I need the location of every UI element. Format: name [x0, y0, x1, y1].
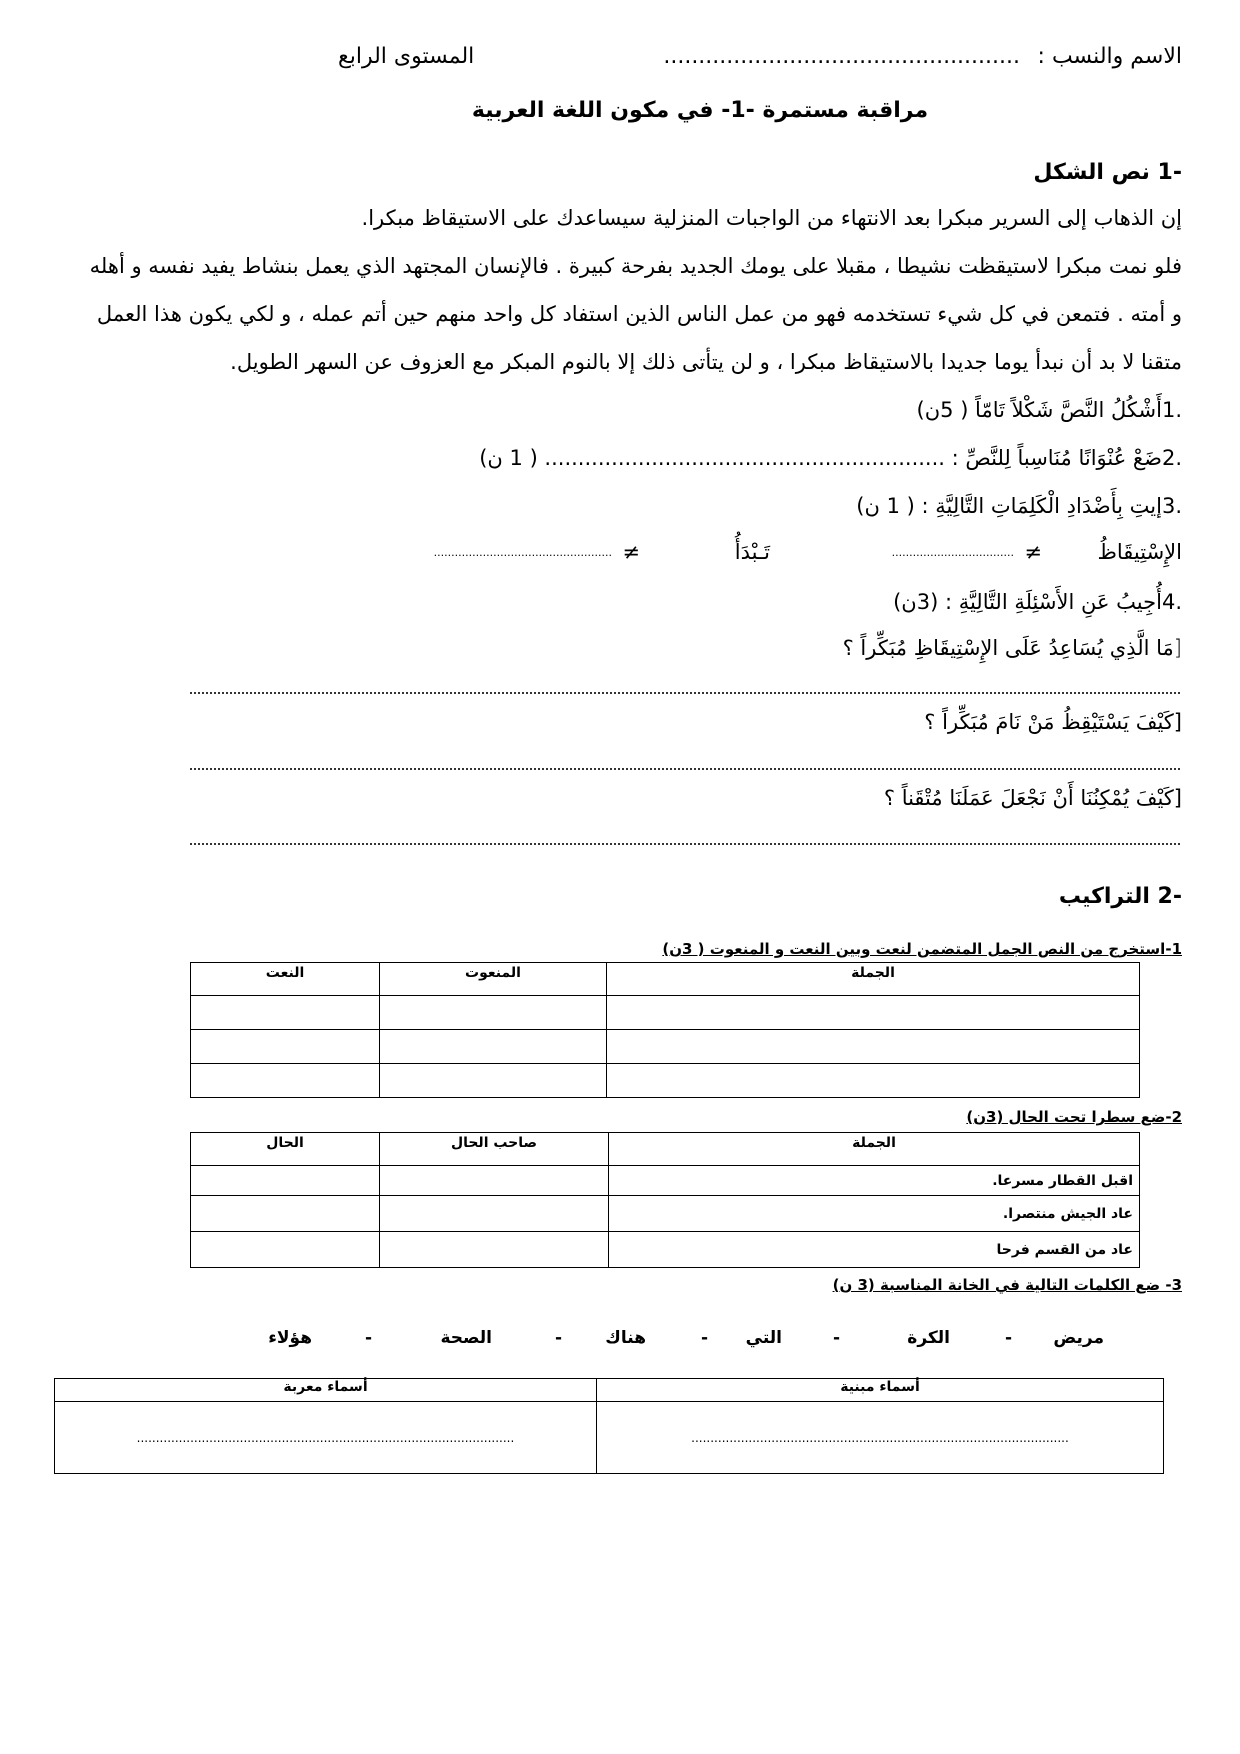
word-separator: -	[1004, 1328, 1012, 1348]
text-line-3: و أمته . فتمعن في كل شيء تستخدمه فهو من عمل الناس الذين استفاد كل واحد منهم حين أتم عمله ، و لكي يكون هذا العمل	[96, 302, 1182, 326]
declined-nouns-answer[interactable]: ...................................................................................................	[55, 1402, 597, 1474]
table-cell[interactable]	[191, 1166, 380, 1196]
table-cell[interactable]	[380, 1030, 607, 1064]
name-label: الاسم والنسب :	[1037, 44, 1182, 69]
name-dots[interactable]: ...................................................	[663, 44, 1020, 69]
level-label: المستوى الرابع	[338, 44, 475, 69]
exercise3-table	[54, 1378, 1164, 1474]
table-row	[55, 1402, 1164, 1474]
word-separator: -	[554, 1328, 562, 1348]
opposite2-sign: ≠	[622, 540, 640, 564]
col-built-nouns: أسماء مبنية	[597, 1379, 1164, 1402]
col-owner: صاحب الحال	[380, 1133, 609, 1166]
table-cell[interactable]	[380, 1166, 609, 1196]
opposite2-word: تَـبْدَأُ	[734, 540, 770, 564]
exercise2-table	[190, 1132, 1140, 1268]
col-hal: الحال	[191, 1133, 380, 1166]
col-declined-nouns: أسماء معربة	[55, 1379, 597, 1402]
question-3: .3إيتِ بِأَضْدَادِ الْكَلِمَاتِ التَّالِيَّةِ : ( 1 ن)	[856, 494, 1182, 518]
answer-line-2[interactable]	[190, 768, 1180, 770]
built-nouns-answer[interactable]: ...................................................................................................	[597, 1402, 1164, 1474]
col-sentence: الجملة	[609, 1133, 1140, 1166]
sub-question-1: [مَا الَّذِي يُسَاعِدُ عَلَى الإِسْتِيقَاظِ مُبَكِّراً ؟	[842, 636, 1182, 660]
exercise2-title: 2-ضع سطرا تحت الحال (3ن)	[966, 1108, 1182, 1126]
table-cell[interactable]	[380, 1064, 607, 1098]
text-line-2: فلو نمت مبكرا لاستيقظت نشيطا ، مقبلا على يومك الجديد بفرحة كبيرة . فالإنسان المجتهد الذي يعمل بنشاط يفيد نفسه و أهله	[89, 254, 1182, 278]
sentence-cell: عاد من القسم فرحا	[609, 1232, 1140, 1268]
table-cell[interactable]	[607, 1030, 1140, 1064]
col-adjective: النعت	[191, 963, 380, 996]
word-item: الكرة	[907, 1328, 950, 1348]
col-sentence: الجملة	[607, 963, 1140, 996]
opposite2-answer-dots[interactable]: ...................................................	[433, 546, 612, 559]
section2-heading: -2 التراكيب	[1058, 884, 1182, 909]
table-row	[191, 996, 1140, 1030]
table-cell[interactable]	[191, 1030, 380, 1064]
table-row	[191, 1064, 1140, 1098]
opposite1-answer-dots[interactable]: ...................................	[891, 546, 1014, 559]
table-cell[interactable]	[380, 996, 607, 1030]
text-line-4: متقنا لا بد أن نبدأ يوما جديدا بالاستيقاظ مبكرا ، و لن يتأتى ذلك إلا بالنوم المبكر مع العزوف عن السهر الطويل.	[230, 350, 1182, 374]
text-line-1: إن الذهاب إلى السرير مبكرا بعد الانتهاء من الواجبات المنزلية سيساعدك على الاستيقاظ مبكرا.	[361, 206, 1182, 230]
word-separator: -	[832, 1328, 840, 1348]
page-title: مراقبة مستمرة -1- في مكون اللغة العربية	[471, 98, 929, 123]
table-cell[interactable]	[191, 1064, 380, 1098]
sentence-cell: عاد الجيش منتصرا.	[609, 1196, 1140, 1232]
sub-question-2: [كَيْفَ يَسْتَيْقِظُ مَنْ نَامَ مُبَكِّراً ؟	[924, 710, 1182, 734]
table-row	[191, 1030, 1140, 1064]
col-described: المنعوت	[380, 963, 607, 996]
word-item: التي	[745, 1328, 782, 1348]
exercise3-title: 3- ضع الكلمات التالية في الخانة المناسبة (3 ن)	[832, 1276, 1182, 1294]
table-row	[191, 1232, 1140, 1268]
table-cell[interactable]	[380, 1196, 609, 1232]
table-cell[interactable]	[191, 1196, 380, 1232]
answer-line-1[interactable]	[190, 692, 1180, 694]
opposite1-word: الإِسْتِيقَاظُ	[1097, 540, 1182, 564]
table-cell[interactable]	[191, 996, 380, 1030]
word-separator: -	[364, 1328, 372, 1348]
opposite1-sign: ≠	[1024, 540, 1042, 564]
table-cell[interactable]	[607, 996, 1140, 1030]
table-cell[interactable]	[607, 1064, 1140, 1098]
word-item: مريض	[1053, 1328, 1104, 1348]
table-row	[191, 1166, 1140, 1196]
word-separator: -	[700, 1328, 708, 1348]
word-item: الصحة	[440, 1328, 492, 1348]
word-item: هؤلاء	[268, 1328, 312, 1348]
word-item: هناك	[605, 1328, 646, 1348]
sentence-cell: اقبل القطار مسرعا.	[609, 1166, 1140, 1196]
answer-line-3[interactable]	[190, 843, 1180, 845]
table-cell[interactable]	[380, 1232, 609, 1268]
sub-question-3: [كَيْفَ يُمْكِنُنَا أَنْ نَجْعَلَ عَمَلَنَا مُتْقَناً ؟	[883, 786, 1182, 810]
question-1: .1أَشْكُلُ النَّصَّ شَكْلاً تَامّاً ( 5ن)	[916, 398, 1182, 422]
table-row	[191, 1196, 1140, 1232]
question-2[interactable]: .2ضَعْ عُنْوَانًا مُنَاسِباً لِلنَّصِّ : ............................................................ ( 1 ن)	[479, 446, 1182, 470]
exercise1-table	[190, 962, 1140, 1098]
question-4: .4أُجِيبُ عَنِ الأَسْئِلَةِ التَّالِيَّةِ : (3ن)	[893, 590, 1182, 614]
section1-heading: -1 نص الشكل	[1033, 160, 1182, 185]
exercise1-title: 1-استخرج من النص الجمل المتضمن لنعت وبين النعت و المنعوت ( 3ن)	[662, 940, 1182, 958]
table-cell[interactable]	[191, 1232, 380, 1268]
